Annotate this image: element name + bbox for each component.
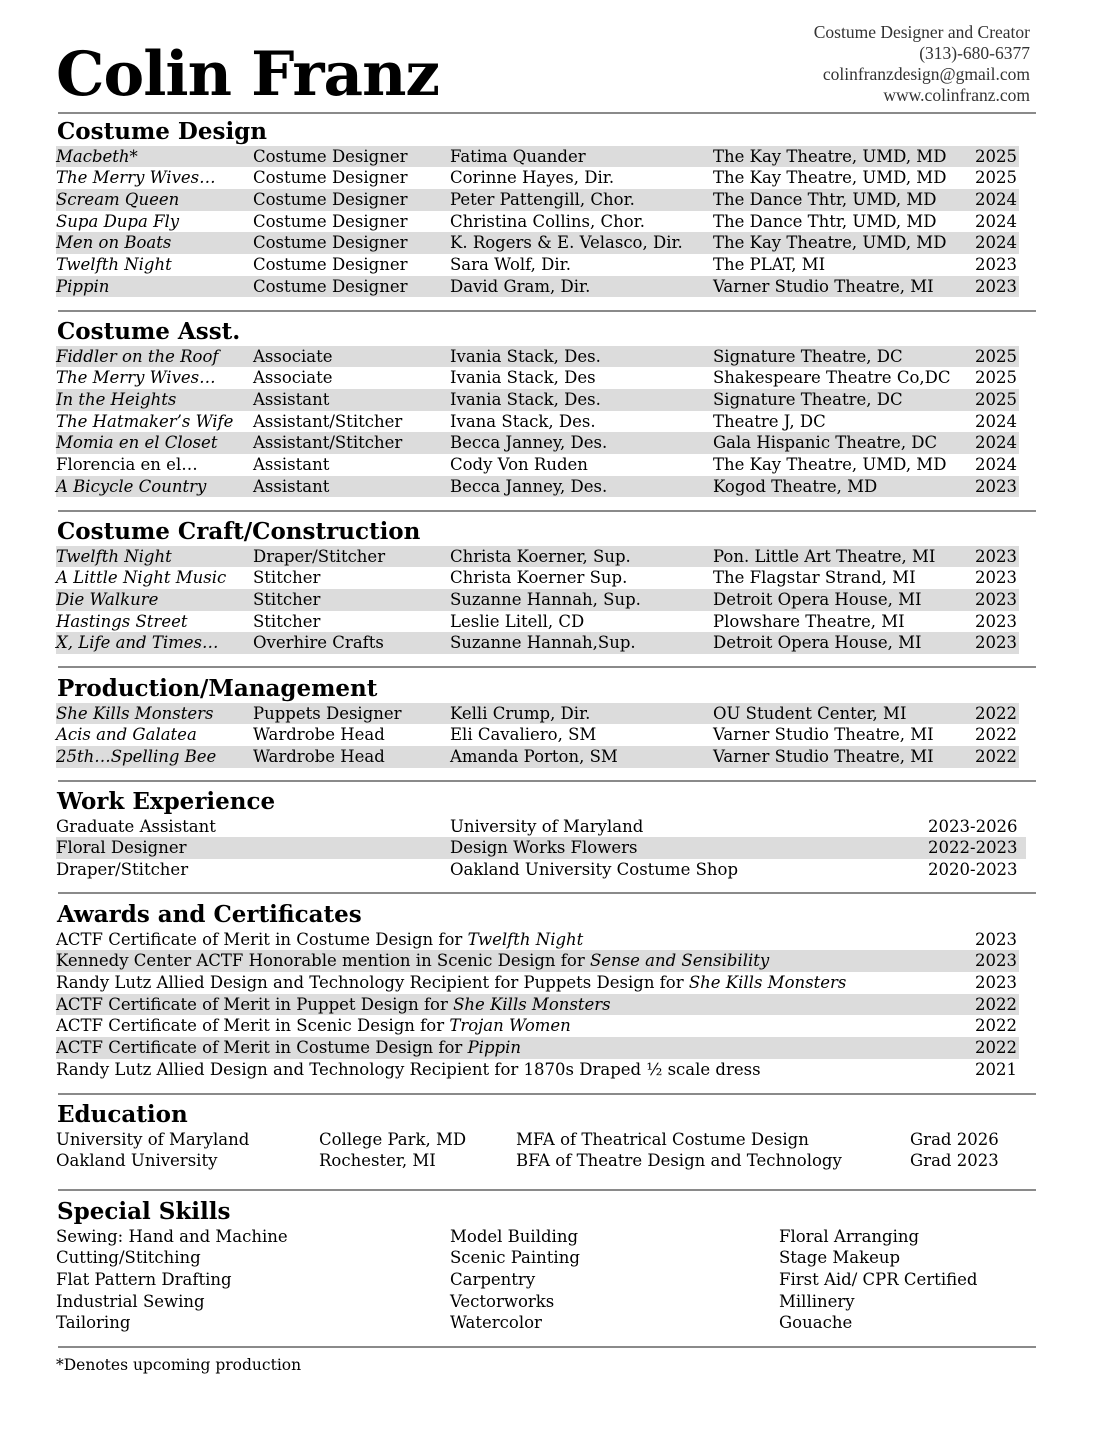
credit-role: Wardrobe Head	[253, 746, 385, 766]
credit-row	[56, 211, 1019, 233]
credit-year: 2023	[975, 255, 1017, 274]
credit-role: Stitcher	[253, 589, 321, 609]
credit-row	[56, 232, 1019, 254]
award-work: Pippin	[467, 1038, 521, 1057]
award-title	[56, 1059, 761, 1081]
credit-year: 2025	[975, 368, 1017, 388]
credit-row	[56, 589, 1019, 611]
credit-show: Fiddler on the Roof	[56, 346, 219, 366]
credit-year: 2025	[975, 346, 1017, 366]
award-text: Randy Lutz Allied Design and Technology Recipient for Puppets Design for	[56, 972, 689, 992]
section-title-education: Education	[57, 1101, 188, 1128]
credit-row	[56, 276, 1019, 298]
credit-show: The Merry Wives…	[56, 168, 216, 188]
credit-year: 2023	[975, 546, 1017, 566]
divider	[58, 666, 1036, 668]
skill-item: Sewing: Hand and Machine	[56, 1226, 288, 1246]
credit-show: Twelfth Night	[56, 546, 172, 566]
award-title	[56, 950, 769, 972]
credit-show: In the Heights	[56, 389, 177, 409]
section-title-production: Production/Management	[57, 675, 378, 702]
credit-row	[56, 476, 1019, 498]
credit-year: 2022	[975, 725, 1017, 745]
award-row	[56, 1037, 1019, 1059]
credit-role: Overhire Crafts	[253, 633, 384, 653]
footnote: *Denotes upcoming production	[56, 1356, 302, 1374]
skill-item: Industrial Sewing	[56, 1291, 205, 1311]
work-years: 2020-2023	[928, 859, 1018, 879]
credit-venue: The Kay Theatre, UMD, MD	[713, 146, 947, 166]
credit-role: Associate	[253, 368, 333, 388]
credit-year: 2024	[975, 233, 1017, 253]
award-title	[56, 1015, 571, 1037]
work-row	[56, 816, 1026, 838]
credit-row	[56, 346, 1019, 368]
credit-show: A Bicycle Country	[56, 476, 207, 496]
skill-item: Flat Pattern Drafting	[56, 1269, 232, 1289]
credit-person: Corinne Hayes, Dir.	[450, 168, 615, 188]
skill-item: Millinery	[779, 1291, 855, 1311]
credit-role: Costume Designer	[253, 233, 408, 253]
award-text: ACTF Certificate of Merit in Costume Design for	[56, 1038, 468, 1057]
award-text: ACTF Certificate of Merit in Puppet Design for	[56, 994, 454, 1014]
credit-show: Macbeth*	[56, 146, 138, 166]
education-location: Rochester, MI	[319, 1151, 436, 1171]
education-degree: MFA of Theatrical Costume Design	[516, 1129, 809, 1149]
award-work: She Kills Monsters	[453, 994, 611, 1014]
divider	[58, 510, 1036, 512]
credit-role: Assistant	[253, 455, 330, 474]
award-text: ACTF Certificate of Merit in Scenic Design for	[56, 1016, 450, 1036]
credit-year: 2024	[975, 455, 1017, 474]
work-years: 2023-2026	[928, 816, 1018, 836]
section-title-craft: Costume Craft/Construction	[57, 518, 421, 545]
credit-venue: Varner Studio Theatre, MI	[713, 746, 934, 766]
credit-role: Costume Designer	[253, 146, 408, 166]
credit-person: Sara Wolf, Dir.	[450, 255, 571, 274]
education-degree: BFA of Theatre Design and Technology	[516, 1151, 842, 1171]
education-school: University of Maryland	[56, 1129, 250, 1149]
award-title	[56, 1037, 521, 1059]
credit-venue: Shakespeare Theatre Co,DC	[713, 368, 951, 388]
credit-role: Stitcher	[253, 568, 321, 588]
credit-person: Becca Janney, Des.	[450, 476, 608, 496]
credit-row	[56, 546, 1019, 568]
skill-item: Stage Makeup	[779, 1248, 901, 1268]
work-employer: Design Works Flowers	[450, 838, 638, 858]
divider	[58, 780, 1036, 782]
credit-venue: The Kay Theatre, UMD, MD	[713, 455, 947, 474]
skill-item: Watercolor	[450, 1313, 542, 1333]
contact-block	[814, 22, 1030, 106]
credit-year: 2024	[975, 211, 1017, 231]
award-title	[56, 994, 611, 1016]
skills-row	[56, 1312, 1019, 1334]
credit-role: Associate	[253, 346, 333, 366]
education-grad: Grad 2026	[910, 1129, 999, 1149]
credit-show: X, Life and Times…	[56, 633, 219, 653]
divider	[58, 310, 1036, 312]
award-row	[56, 929, 1019, 951]
award-row	[56, 1015, 1019, 1037]
name-heading: Colin Franz	[56, 39, 440, 110]
credit-year: 2023	[975, 276, 1017, 296]
work-row	[56, 837, 1026, 859]
skills-row	[56, 1226, 1019, 1248]
award-row	[56, 950, 1019, 972]
credit-row	[56, 454, 1019, 476]
award-text: Kennedy Center ACTF Honorable mention in Scenic Design for	[56, 951, 590, 971]
credit-venue: The PLAT, MI	[713, 255, 826, 274]
credit-year: 2023	[975, 589, 1017, 609]
credit-show: Florencia en el…	[56, 455, 198, 474]
work-employer: Oakland University Costume Shop	[450, 859, 739, 879]
credit-show: 25th…Spelling Bee	[56, 746, 217, 766]
divider	[58, 1346, 1036, 1348]
award-work: Sense and Sensibility	[589, 951, 770, 971]
credit-role: Puppets Designer	[253, 703, 402, 723]
credit-venue: Varner Studio Theatre, MI	[713, 276, 934, 296]
work-position: Draper/Stitcher	[56, 859, 189, 879]
credit-person: David Gram, Dir.	[450, 276, 591, 296]
credit-year: 2023	[975, 611, 1017, 631]
credit-year: 2022	[975, 703, 1017, 723]
credit-show: Men on Boats	[56, 233, 172, 253]
credit-show: She Kills Monsters	[56, 703, 214, 723]
credit-row	[56, 567, 1019, 589]
credit-show: The Merry Wives…	[56, 368, 216, 388]
divider	[58, 1189, 1036, 1191]
contact-website: www.colinfranz.com	[883, 85, 1030, 105]
credit-person: Ivania Stack, Des.	[450, 389, 601, 409]
work-employer: University of Maryland	[450, 816, 644, 836]
credit-row	[56, 254, 1019, 276]
credit-person: Becca Janney, Des.	[450, 433, 608, 453]
education-location: College Park, MD	[319, 1129, 467, 1149]
award-row	[56, 994, 1019, 1016]
education-school: Oakland University	[56, 1151, 218, 1171]
credit-role: Costume Designer	[253, 255, 408, 274]
credit-venue: Varner Studio Theatre, MI	[713, 725, 934, 745]
divider	[58, 112, 1036, 114]
credit-role: Costume Designer	[253, 211, 408, 231]
divider	[58, 1093, 1036, 1095]
section-title-awards: Awards and Certificates	[57, 901, 362, 928]
credit-venue: Detroit Opera House, MI	[713, 589, 922, 609]
credit-venue: Kogod Theatre, MD	[713, 476, 878, 496]
credit-row	[56, 632, 1019, 654]
credit-person: Peter Pattengill, Chor.	[450, 189, 635, 209]
credit-venue: Theatre J, DC	[713, 411, 826, 431]
credit-show: Die Walkure	[56, 589, 159, 609]
award-year: 2022	[975, 1016, 1017, 1036]
credit-year: 2022	[975, 746, 1017, 766]
credit-row	[56, 389, 1019, 411]
credit-year: 2025	[975, 146, 1017, 166]
work-years: 2022-2023	[928, 838, 1018, 858]
work-position: Floral Designer	[56, 838, 187, 858]
award-work: She Kills Monsters	[688, 972, 847, 992]
credit-person: Leslie Litell, CD	[450, 611, 585, 631]
skill-item: Model Building	[450, 1226, 579, 1246]
education-row	[56, 1129, 1019, 1151]
skill-item: Cutting/Stitching	[56, 1248, 201, 1268]
credit-role: Draper/Stitcher	[253, 546, 386, 566]
credit-venue: Signature Theatre, DC	[713, 346, 903, 366]
contact-email: colinfranzdesign@gmail.com	[822, 64, 1030, 84]
credit-row	[56, 611, 1019, 633]
credit-year: 2024	[975, 433, 1017, 453]
credit-person: Christa Koerner Sup.	[450, 568, 628, 588]
credit-venue: The Kay Theatre, UMD, MD	[713, 233, 947, 253]
award-text: ACTF Certificate of Merit in Costume Design for	[56, 929, 468, 949]
education-row	[56, 1150, 1019, 1172]
credit-show: The Hatmaker’s Wife	[56, 411, 234, 431]
credit-person: Kelli Crump, Dir.	[450, 703, 591, 723]
credit-role: Assistant	[253, 389, 330, 409]
credit-year: 2023	[975, 476, 1017, 496]
credit-venue: The Flagstar Strand, MI	[713, 568, 916, 588]
credit-venue: Signature Theatre, DC	[713, 389, 903, 409]
award-row	[56, 1059, 1019, 1081]
credit-person: Christina Collins, Chor.	[450, 211, 645, 231]
credit-year: 2025	[975, 389, 1017, 409]
credit-person: Amanda Porton, SM	[450, 746, 618, 766]
credit-venue: The Dance Thtr, UMD, MD	[713, 189, 937, 209]
credit-person: Fatima Quander	[450, 146, 586, 166]
credit-show: Hastings Street	[56, 611, 188, 631]
section-title-costume-asst: Costume Asst.	[57, 318, 241, 345]
credit-venue: Gala Hispanic Theatre, DC	[713, 433, 938, 453]
credit-role: Assistant/Stitcher	[253, 411, 403, 431]
credit-row	[56, 146, 1019, 168]
credit-person: Eli Cavaliero, SM	[450, 725, 597, 745]
contact-tagline: Costume Designer and Creator	[813, 22, 1030, 42]
credit-year: 2023	[975, 568, 1017, 588]
skills-row	[56, 1291, 1019, 1313]
credit-show: Acis and Galatea	[56, 725, 197, 745]
credit-venue: Plowshare Theatre, MI	[713, 611, 905, 631]
credit-row	[56, 189, 1019, 211]
skill-item: Floral Arranging	[779, 1226, 920, 1246]
award-year: 2022	[975, 994, 1017, 1014]
work-position: Graduate Assistant	[56, 816, 216, 836]
credit-venue: Pon. Little Art Theatre, MI	[713, 546, 936, 566]
skills-row	[56, 1247, 1019, 1269]
award-year: 2022	[975, 1038, 1017, 1057]
credit-role: Stitcher	[253, 611, 321, 631]
credit-role: Costume Designer	[253, 168, 408, 188]
credit-year: 2023	[975, 633, 1017, 653]
skills-row	[56, 1269, 1019, 1291]
credit-venue: Detroit Opera House, MI	[713, 633, 922, 653]
credit-person: Ivana Stack, Des.	[450, 411, 596, 431]
credit-person: Suzanne Hannah,Sup.	[450, 633, 636, 653]
credit-show: A Little Night Music	[56, 568, 227, 588]
credit-show: Twelfth Night	[56, 255, 172, 274]
skill-item: Scenic Painting	[450, 1248, 580, 1268]
skill-item: First Aid/ CPR Certified	[779, 1269, 978, 1289]
credit-venue: The Dance Thtr, UMD, MD	[713, 211, 937, 231]
award-work: Twelfth Night	[467, 929, 584, 949]
skill-item: Tailoring	[56, 1313, 131, 1333]
contact-phone: (313)-680-6377	[919, 43, 1030, 63]
credit-person: Cody Von Ruden	[450, 455, 588, 474]
credit-row	[56, 411, 1019, 433]
award-year: 2021	[975, 1059, 1017, 1079]
credit-venue: OU Student Center, MI	[713, 703, 907, 723]
skill-item: Gouache	[779, 1313, 853, 1333]
education-grad: Grad 2023	[910, 1151, 999, 1171]
credit-row	[56, 367, 1019, 389]
credit-venue: The Kay Theatre, UMD, MD	[713, 168, 947, 188]
award-year: 2023	[975, 972, 1017, 992]
credit-row	[56, 724, 1019, 746]
credit-role: Costume Designer	[253, 276, 408, 296]
credit-show: Pippin	[56, 276, 110, 296]
credit-role: Costume Designer	[253, 189, 408, 209]
credit-role: Assistant	[253, 476, 330, 496]
credit-row	[56, 167, 1019, 189]
award-row	[56, 972, 1019, 994]
credit-row	[56, 746, 1019, 768]
credit-show: Supa Dupa Fly	[56, 211, 180, 231]
credit-role: Assistant/Stitcher	[253, 433, 403, 453]
section-title-work: Work Experience	[57, 788, 276, 815]
credit-show: Momia en el Closet	[56, 433, 218, 453]
section-title-skills: Special Skills	[57, 1198, 231, 1225]
award-title	[56, 972, 846, 994]
credit-person: Suzanne Hannah, Sup.	[450, 589, 641, 609]
award-year: 2023	[975, 951, 1017, 971]
credit-person: Ivania Stack, Des	[450, 368, 596, 388]
skill-item: Vectorworks	[450, 1291, 555, 1311]
section-title-costume-design: Costume Design	[57, 118, 267, 145]
credit-person: Christa Koerner, Sup.	[450, 546, 631, 566]
credit-row	[56, 432, 1019, 454]
credit-person: Ivania Stack, Des.	[450, 346, 601, 366]
credit-year: 2024	[975, 411, 1017, 431]
credit-role: Wardrobe Head	[253, 725, 385, 745]
award-year: 2023	[975, 929, 1017, 949]
award-title	[56, 929, 583, 951]
award-work: Trojan Women	[449, 1016, 571, 1036]
credit-show: Scream Queen	[56, 189, 180, 209]
credit-year: 2024	[975, 189, 1017, 209]
skill-item: Carpentry	[450, 1269, 536, 1289]
award-text: Randy Lutz Allied Design and Technology Recipient for 1870s Draped ½ scale dress	[56, 1059, 761, 1079]
credit-year: 2025	[975, 168, 1017, 188]
work-row	[56, 859, 1026, 881]
credit-person: K. Rogers & E. Velasco, Dir.	[450, 233, 683, 253]
divider	[58, 892, 1036, 894]
credit-row	[56, 703, 1019, 725]
